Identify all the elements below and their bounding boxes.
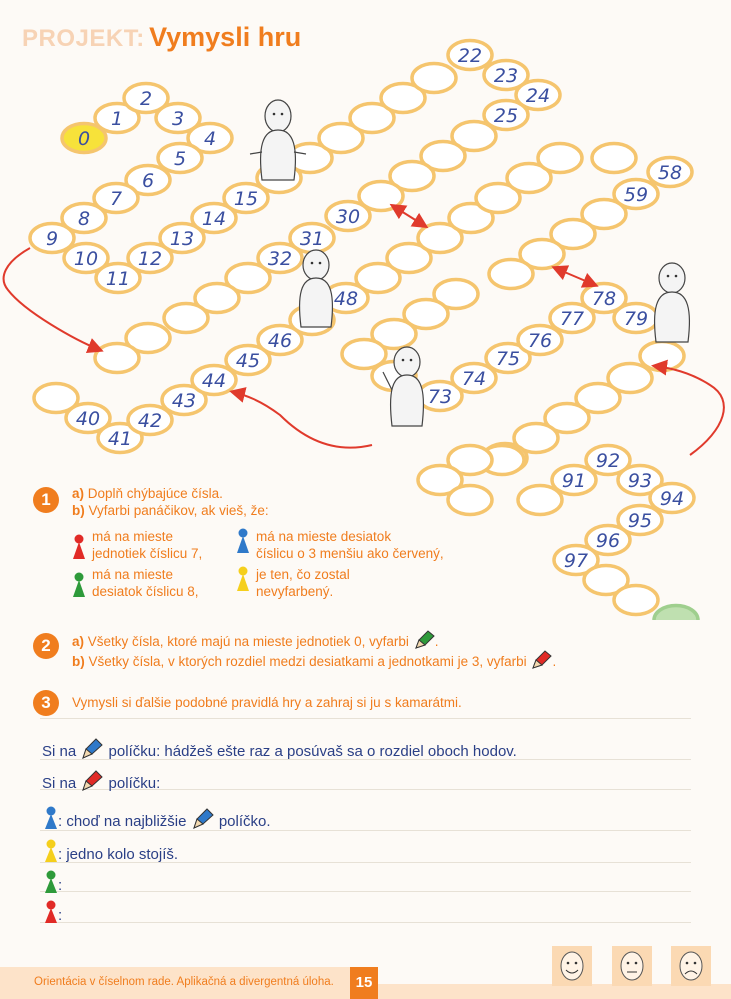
cell-number-7: 7 bbox=[109, 188, 123, 210]
writing-line bbox=[40, 718, 691, 719]
smiley-face-icon bbox=[552, 946, 592, 986]
board-cell-22 bbox=[448, 41, 492, 70]
board-cell bbox=[95, 344, 139, 373]
task-2a-period: . bbox=[434, 634, 439, 649]
cell-number-44: 44 bbox=[201, 370, 227, 392]
cell-number-73: 73 bbox=[427, 386, 453, 408]
cell-number-25: 25 bbox=[493, 105, 519, 127]
pencil-green-icon bbox=[413, 630, 435, 650]
cell-number-11: 11 bbox=[105, 268, 131, 290]
cell-number-2: 2 bbox=[139, 88, 153, 110]
task-2b-text: Všetky čísla, v ktorých rozdiel medzi desiatkami a jednotkami je 3, vyfarbi bbox=[88, 654, 527, 669]
task-3-text: Vymysli si ďalšie podobné pravidlá hry a zahraj si ju s kamarátmi. bbox=[72, 695, 462, 710]
clue-blue-line2: číslicu o 3 menšiu ako červený, bbox=[256, 546, 444, 561]
pawn-blue-icon bbox=[44, 806, 58, 830]
pawn-yellow-icon bbox=[44, 839, 58, 863]
clue-blue-line1: má na mieste desiatok bbox=[256, 529, 392, 544]
arrow-48-78 bbox=[555, 268, 595, 285]
pencil-red-icon bbox=[530, 650, 552, 670]
clue-yellow bbox=[236, 566, 350, 600]
pencil-blue-icon bbox=[191, 808, 215, 830]
writing-line bbox=[40, 922, 691, 923]
task-2b-period: . bbox=[552, 654, 557, 669]
rule-4-text: : jedno kolo stojíš. bbox=[58, 846, 179, 863]
task-2a-text: Všetky čísla, ktoré majú na mieste jednotiek 0, vyfarbi bbox=[87, 634, 409, 649]
clue-blue bbox=[236, 528, 444, 562]
board-cell-finish bbox=[654, 606, 698, 621]
cell-number-22: 22 bbox=[457, 45, 483, 67]
cell-number-77: 77 bbox=[559, 308, 585, 330]
cell-number-91: 91 bbox=[561, 470, 587, 492]
writing-line bbox=[40, 830, 691, 831]
arrow-to-44 bbox=[233, 392, 372, 448]
footer-text: Orientácia v číselnom rade. Aplikačná a divergentná úloha. bbox=[34, 976, 334, 988]
task-2b-label: b) bbox=[72, 654, 85, 669]
cell-number-58: 58 bbox=[657, 162, 683, 184]
cell-number-8: 8 bbox=[77, 208, 91, 230]
rule-2-post: políčku: bbox=[108, 775, 161, 792]
board-cell- bbox=[614, 586, 658, 615]
arrow-to-79 bbox=[655, 366, 724, 455]
clue-red-line1: má na mieste bbox=[92, 529, 174, 544]
pawn-red-icon bbox=[72, 534, 86, 560]
rule-2-pre: Si na bbox=[42, 775, 77, 792]
pencil-blue-icon bbox=[80, 738, 104, 760]
rule-3-text-a: : choď na najbližšie bbox=[58, 813, 187, 830]
cell-number-40: 40 bbox=[75, 408, 101, 430]
ghost-figure-icon bbox=[300, 250, 333, 327]
task-2 bbox=[72, 630, 556, 670]
cell-number-30: 30 bbox=[335, 206, 361, 228]
cell-number-15: 15 bbox=[233, 188, 259, 210]
rule-6 bbox=[44, 900, 62, 924]
task-2a-label: a) bbox=[72, 634, 85, 649]
clue-yellow-line1: je ten, čo zostal bbox=[256, 567, 350, 582]
cell-number-10: 10 bbox=[73, 248, 99, 270]
cell-number-1: 1 bbox=[110, 108, 124, 130]
cell-number-0: 0 bbox=[77, 128, 91, 150]
ghost-figure-icon bbox=[655, 263, 690, 342]
task-1 bbox=[72, 485, 269, 519]
cell-number-12: 12 bbox=[137, 248, 163, 270]
clue-red-line2: jednotiek číslicu 7, bbox=[92, 546, 203, 561]
cell-number-95: 95 bbox=[627, 510, 653, 532]
cell-number-93: 93 bbox=[627, 470, 653, 492]
cell-number-94: 94 bbox=[659, 488, 685, 510]
cell-number-45: 45 bbox=[235, 350, 261, 372]
clue-green-line2: desiatok číslicu 8, bbox=[92, 584, 199, 599]
cell-number-9: 9 bbox=[45, 228, 59, 250]
board-cell-94 bbox=[650, 484, 694, 513]
cell-number-97: 97 bbox=[563, 550, 589, 572]
pawn-red-icon bbox=[44, 900, 58, 924]
cell-number-32: 32 bbox=[267, 248, 293, 270]
rule-2 bbox=[42, 770, 160, 792]
cell-number-5: 5 bbox=[173, 148, 187, 170]
writing-line bbox=[40, 891, 691, 892]
board-cell-5 bbox=[158, 144, 202, 173]
cell-number-43: 43 bbox=[171, 390, 197, 412]
board-cell bbox=[164, 304, 208, 333]
cell-number-75: 75 bbox=[495, 348, 521, 370]
rule-4 bbox=[44, 839, 178, 863]
task-1a-label: a) bbox=[72, 486, 85, 501]
pawn-yellow-icon bbox=[236, 566, 250, 592]
task-3-badge: 3 bbox=[33, 690, 59, 716]
cell-number-41: 41 bbox=[107, 428, 133, 450]
rule-5-text: : bbox=[58, 877, 63, 894]
arrow-30-31 bbox=[393, 206, 425, 226]
rule-3 bbox=[44, 806, 271, 830]
rule-3-text-b: políčko. bbox=[218, 813, 271, 830]
pawn-green-icon bbox=[44, 870, 58, 894]
title-prefix: PROJEKT: bbox=[22, 25, 145, 52]
task-1b-text: Vyfarbi panáčikov, ak vieš, že: bbox=[88, 503, 269, 518]
cell-number-14: 14 bbox=[201, 208, 227, 230]
task-1b-label: b) bbox=[72, 503, 85, 518]
cell-number-31: 31 bbox=[299, 228, 325, 250]
cell-number-4: 4 bbox=[203, 128, 217, 150]
rule-1-pre: Si na bbox=[42, 743, 77, 760]
rule-1-post: políčku: hádžeš ešte raz a posúvaš sa o rozdiel oboch hodov. bbox=[108, 743, 517, 760]
footer-band bbox=[0, 967, 350, 999]
clue-green-line1: má na mieste bbox=[92, 567, 174, 582]
board-cell- bbox=[448, 486, 492, 515]
cell-number-74: 74 bbox=[461, 368, 487, 390]
cell-number-48: 48 bbox=[333, 288, 359, 310]
board-cell bbox=[489, 260, 533, 289]
cell-number-3: 3 bbox=[171, 108, 185, 130]
clue-red bbox=[72, 528, 202, 562]
cell-number-79: 79 bbox=[623, 308, 649, 330]
board-cell-30 bbox=[326, 202, 370, 231]
title-main: Vymysli hru bbox=[149, 22, 302, 52]
cell-number-96: 96 bbox=[595, 530, 621, 552]
cell-number-78: 78 bbox=[591, 288, 617, 310]
board-cell-76 bbox=[518, 326, 562, 355]
rule-5 bbox=[44, 870, 62, 894]
clue-green bbox=[72, 566, 199, 600]
cell-number-24: 24 bbox=[525, 85, 551, 107]
rule-6-text: : bbox=[58, 907, 63, 924]
neutral-face-icon bbox=[612, 946, 652, 986]
cell-number-42: 42 bbox=[137, 410, 163, 432]
cell-number-92: 92 bbox=[595, 450, 621, 472]
pawn-green-icon bbox=[72, 572, 86, 598]
page-number: 15 bbox=[350, 967, 378, 999]
cell-number-6: 6 bbox=[141, 170, 155, 192]
task-1-badge: 1 bbox=[33, 487, 59, 513]
cell-number-23: 23 bbox=[493, 65, 519, 87]
sad-face-icon bbox=[671, 946, 711, 986]
board-cell bbox=[538, 144, 582, 173]
rule-1 bbox=[42, 738, 517, 760]
task-1a-text: Doplň chýbajúce čísla. bbox=[87, 486, 223, 501]
board-cell- bbox=[592, 144, 636, 173]
pencil-red-icon bbox=[80, 770, 104, 792]
cell-number-76: 76 bbox=[527, 330, 553, 352]
footer-strip bbox=[378, 984, 731, 999]
board-cell-58 bbox=[648, 158, 692, 187]
cell-number-59: 59 bbox=[623, 184, 649, 206]
cell-number-46: 46 bbox=[267, 330, 293, 352]
board-cell bbox=[412, 64, 456, 93]
pawn-blue-icon bbox=[236, 528, 250, 554]
task-2-badge: 2 bbox=[33, 633, 59, 659]
board-cell-79 bbox=[614, 304, 658, 333]
clue-yellow-line2: nevyfarbený. bbox=[256, 584, 334, 599]
cell-number-13: 13 bbox=[169, 228, 195, 250]
